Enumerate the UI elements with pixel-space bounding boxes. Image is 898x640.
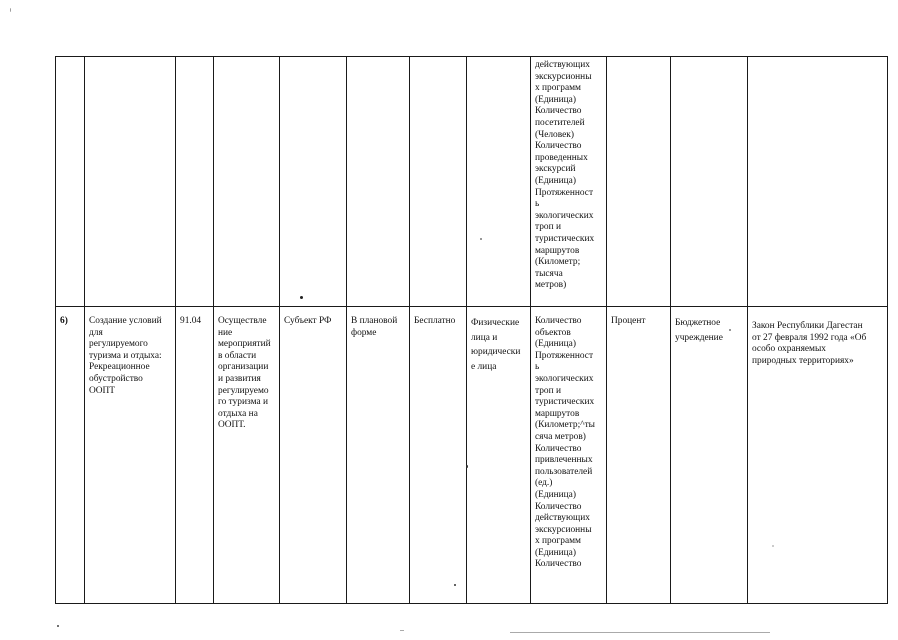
scan-speck bbox=[10, 8, 11, 12]
cell-consumers: Физические лица и юридически е лица bbox=[467, 307, 531, 604]
scan-speck bbox=[57, 625, 59, 627]
scan-speck bbox=[300, 296, 303, 299]
cell-num: 6) bbox=[56, 307, 85, 604]
cell-unit: Процент bbox=[607, 307, 671, 604]
cell-code: 91.04 bbox=[176, 307, 214, 604]
services-table bbox=[55, 56, 888, 604]
table-row-6 bbox=[56, 307, 888, 604]
cell-type bbox=[280, 57, 347, 307]
cell-institution: Бюджетное учреждение bbox=[671, 307, 748, 604]
table-row-continuation bbox=[56, 57, 888, 307]
cell-indicators: Количество объектов (Единица) Протяженност ь экологических троп и туристических маршрутов (Километр;^ты сяча метров) Количество привлеченных пользователей (ед.) (Единица) Количество действующих экскурсионны х программ (Единица) Количество bbox=[531, 307, 607, 604]
cell-num bbox=[56, 57, 85, 307]
cell-consumers bbox=[467, 57, 531, 307]
scan-speck bbox=[480, 238, 482, 240]
cell-law: Закон Республики Дагестан от 27 февраля 1992 года «Об особо охраняемых природных территориях» bbox=[748, 307, 888, 604]
scan-line bbox=[400, 630, 404, 631]
scan-speck bbox=[466, 465, 468, 468]
cell-form: В плановой форме bbox=[347, 307, 410, 604]
scan-speck bbox=[729, 329, 731, 331]
cell-indicators: действующих экскурсионны х программ (Единица) Количество посетителей (Человек) Количество проведенных экскурсий (Единица) Протяженност ь экологических троп и туристических маршрутов (Километр; тысяча метров) bbox=[531, 57, 607, 307]
cell-service-name bbox=[85, 57, 176, 307]
cell-service-name: Создание условий для регулируемого туризма и отдыха: Рекреационное обустройство ООПТ bbox=[85, 307, 176, 604]
cell-form bbox=[347, 57, 410, 307]
cell-type: Субъект РФ bbox=[280, 307, 347, 604]
cell-unit bbox=[607, 57, 671, 307]
cell-payment bbox=[410, 57, 467, 307]
scan-speck bbox=[454, 584, 456, 586]
cell-payment: Бесплатно bbox=[410, 307, 467, 604]
cell-institution bbox=[671, 57, 748, 307]
cell-content bbox=[214, 57, 280, 307]
scan-line bbox=[510, 632, 770, 633]
cell-content: Осуществле ние мероприятий в области организации и развития регулируемо го туризма и отдыха на ООПТ. bbox=[214, 307, 280, 604]
scan-speck bbox=[772, 545, 774, 547]
cell-law bbox=[748, 57, 888, 307]
cell-code bbox=[176, 57, 214, 307]
